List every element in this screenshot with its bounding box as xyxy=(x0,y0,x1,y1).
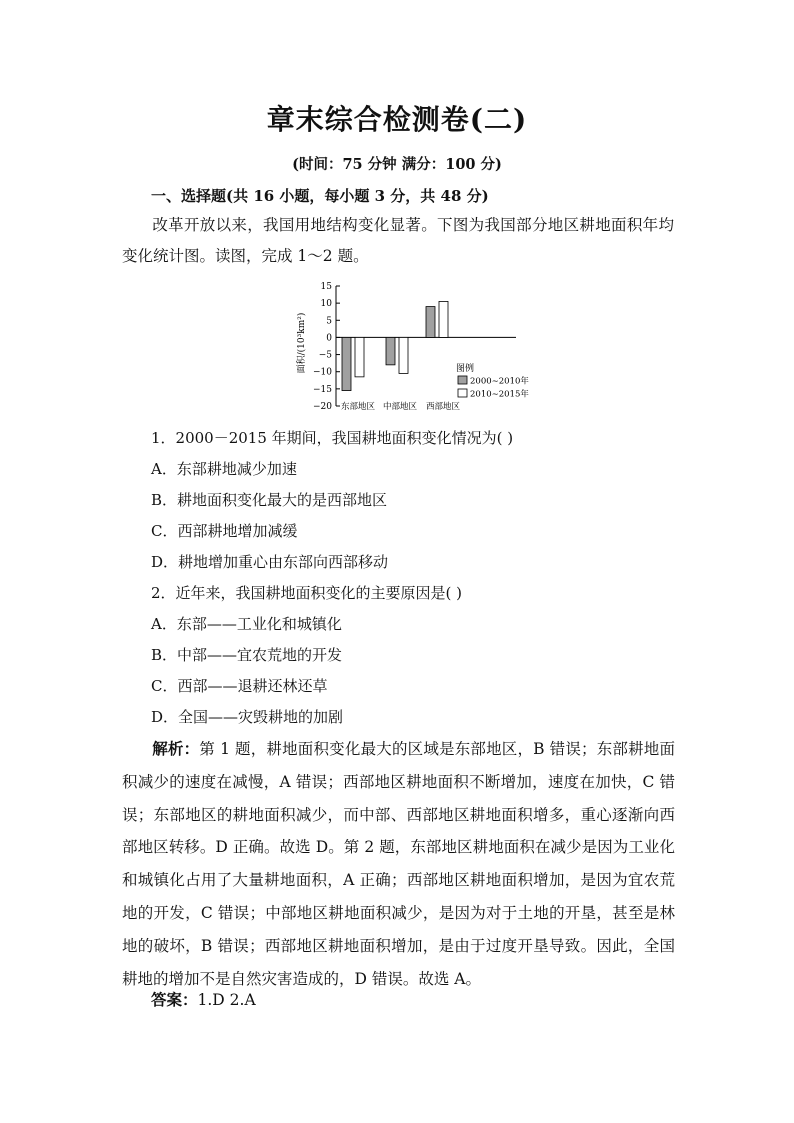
bar-2-3 xyxy=(439,301,448,337)
y-tick-label: 5 xyxy=(326,316,332,327)
bar-2-2 xyxy=(399,337,408,373)
page-title: 章末综合检测卷(二) xyxy=(266,103,528,136)
y-tick-label: 15 xyxy=(320,282,332,292)
bar-1-2 xyxy=(386,337,395,364)
legend-swatch-1 xyxy=(458,376,467,384)
question-1-option-b: B．耕地面积变化最大的是西部地区 xyxy=(151,491,388,509)
bar-2-1 xyxy=(355,337,364,376)
analysis-label: 解析： xyxy=(152,739,200,758)
question-1-option-a: A．东部耕地减少加速 xyxy=(151,460,297,478)
x-category-label: 中部地区 xyxy=(382,402,418,412)
legend-swatch-2 xyxy=(458,389,467,397)
intro-text: 改革开放以来，我国用地结构变化显著。下图为我国部分地区耕地面积年均变化统计图。读图，完成 1～2 题。 xyxy=(122,216,674,265)
x-category-label: 西部地区 xyxy=(425,402,461,412)
analysis-paragraph xyxy=(122,733,675,995)
chart-root xyxy=(295,282,529,412)
y-tick-label: −5 xyxy=(318,350,332,361)
legend-label-1: 2000~2010年 xyxy=(470,376,529,387)
question-2-option-a: A．东部——工业化和城镇化 xyxy=(151,615,342,633)
bar-1-1 xyxy=(342,337,351,390)
legend-label-2: 2010~2015年 xyxy=(470,389,529,400)
exam-info: (时间：75 分钟 满分：100 分) xyxy=(292,156,502,173)
question-1-stem: 1．2000－2015 年期间，我国耕地面积变化情况为( ) xyxy=(151,429,514,447)
cropland-change-chart xyxy=(290,278,540,418)
x-category-label: 东部地区 xyxy=(340,402,376,412)
y-tick-label: 10 xyxy=(320,299,332,310)
question-2-option-b: B．中部——宜农荒地的开发 xyxy=(151,646,343,664)
question-2-stem: 2．近年来，我国耕地面积变化的主要原因是( ) xyxy=(151,584,463,602)
bar-1-3 xyxy=(426,307,435,338)
question-2-option-d: D．全国——灾毁耕地的加剧 xyxy=(151,708,344,726)
section-heading: 一、选择题(共 16 小题，每小题 3 分，共 48 分) xyxy=(151,187,489,205)
question-1-option-d: D．耕地增加重心由东部向西部移动 xyxy=(151,553,389,571)
y-tick-label: −15 xyxy=(313,384,332,395)
answer-label: 答案： xyxy=(151,990,198,1009)
answer-text: 1.D 2.A xyxy=(197,991,256,1009)
question-1-option-c: C．西部耕地增加减缓 xyxy=(151,522,298,540)
question-2-option-c: C．西部——退耕还林还草 xyxy=(151,677,328,695)
y-axis-label: 面积/(10³km²) xyxy=(297,312,307,374)
legend-title: 图例 xyxy=(456,364,475,374)
answer-line xyxy=(151,988,256,1010)
intro-paragraph xyxy=(122,210,674,272)
analysis-text: 第 1 题，耕地面积变化最大的区域是东部地区，B 错误；东部耕地面积减少的速度在减慢，A 错误；西部地区耕地面积不断增加，速度在加快，C 错误；东部地区的耕地面积减少，而中部、西部地区耕地面积增多，重心逐渐向西部地区转移。D 正确。故选 D。第 2 题，东部地区耕地面积在减少是因为工业化和城镇化占用了大量耕地面积，A 正确；西部地区耕地面积增加，是因为宜农荒地的开发，C 错误；中部地区耕地面积减少，是因为对于土地的开垦，甚至是林地的破坏，B 错误；西部地区耕地面积增加，是由于过度开垦导致。因此，全国耕地的增加不是自然灾害造成的，D 错误。故选 A。 xyxy=(122,740,675,988)
y-tick-label: −10 xyxy=(313,367,332,378)
y-tick-label: 0 xyxy=(326,333,332,344)
y-tick-label: −20 xyxy=(313,402,332,412)
